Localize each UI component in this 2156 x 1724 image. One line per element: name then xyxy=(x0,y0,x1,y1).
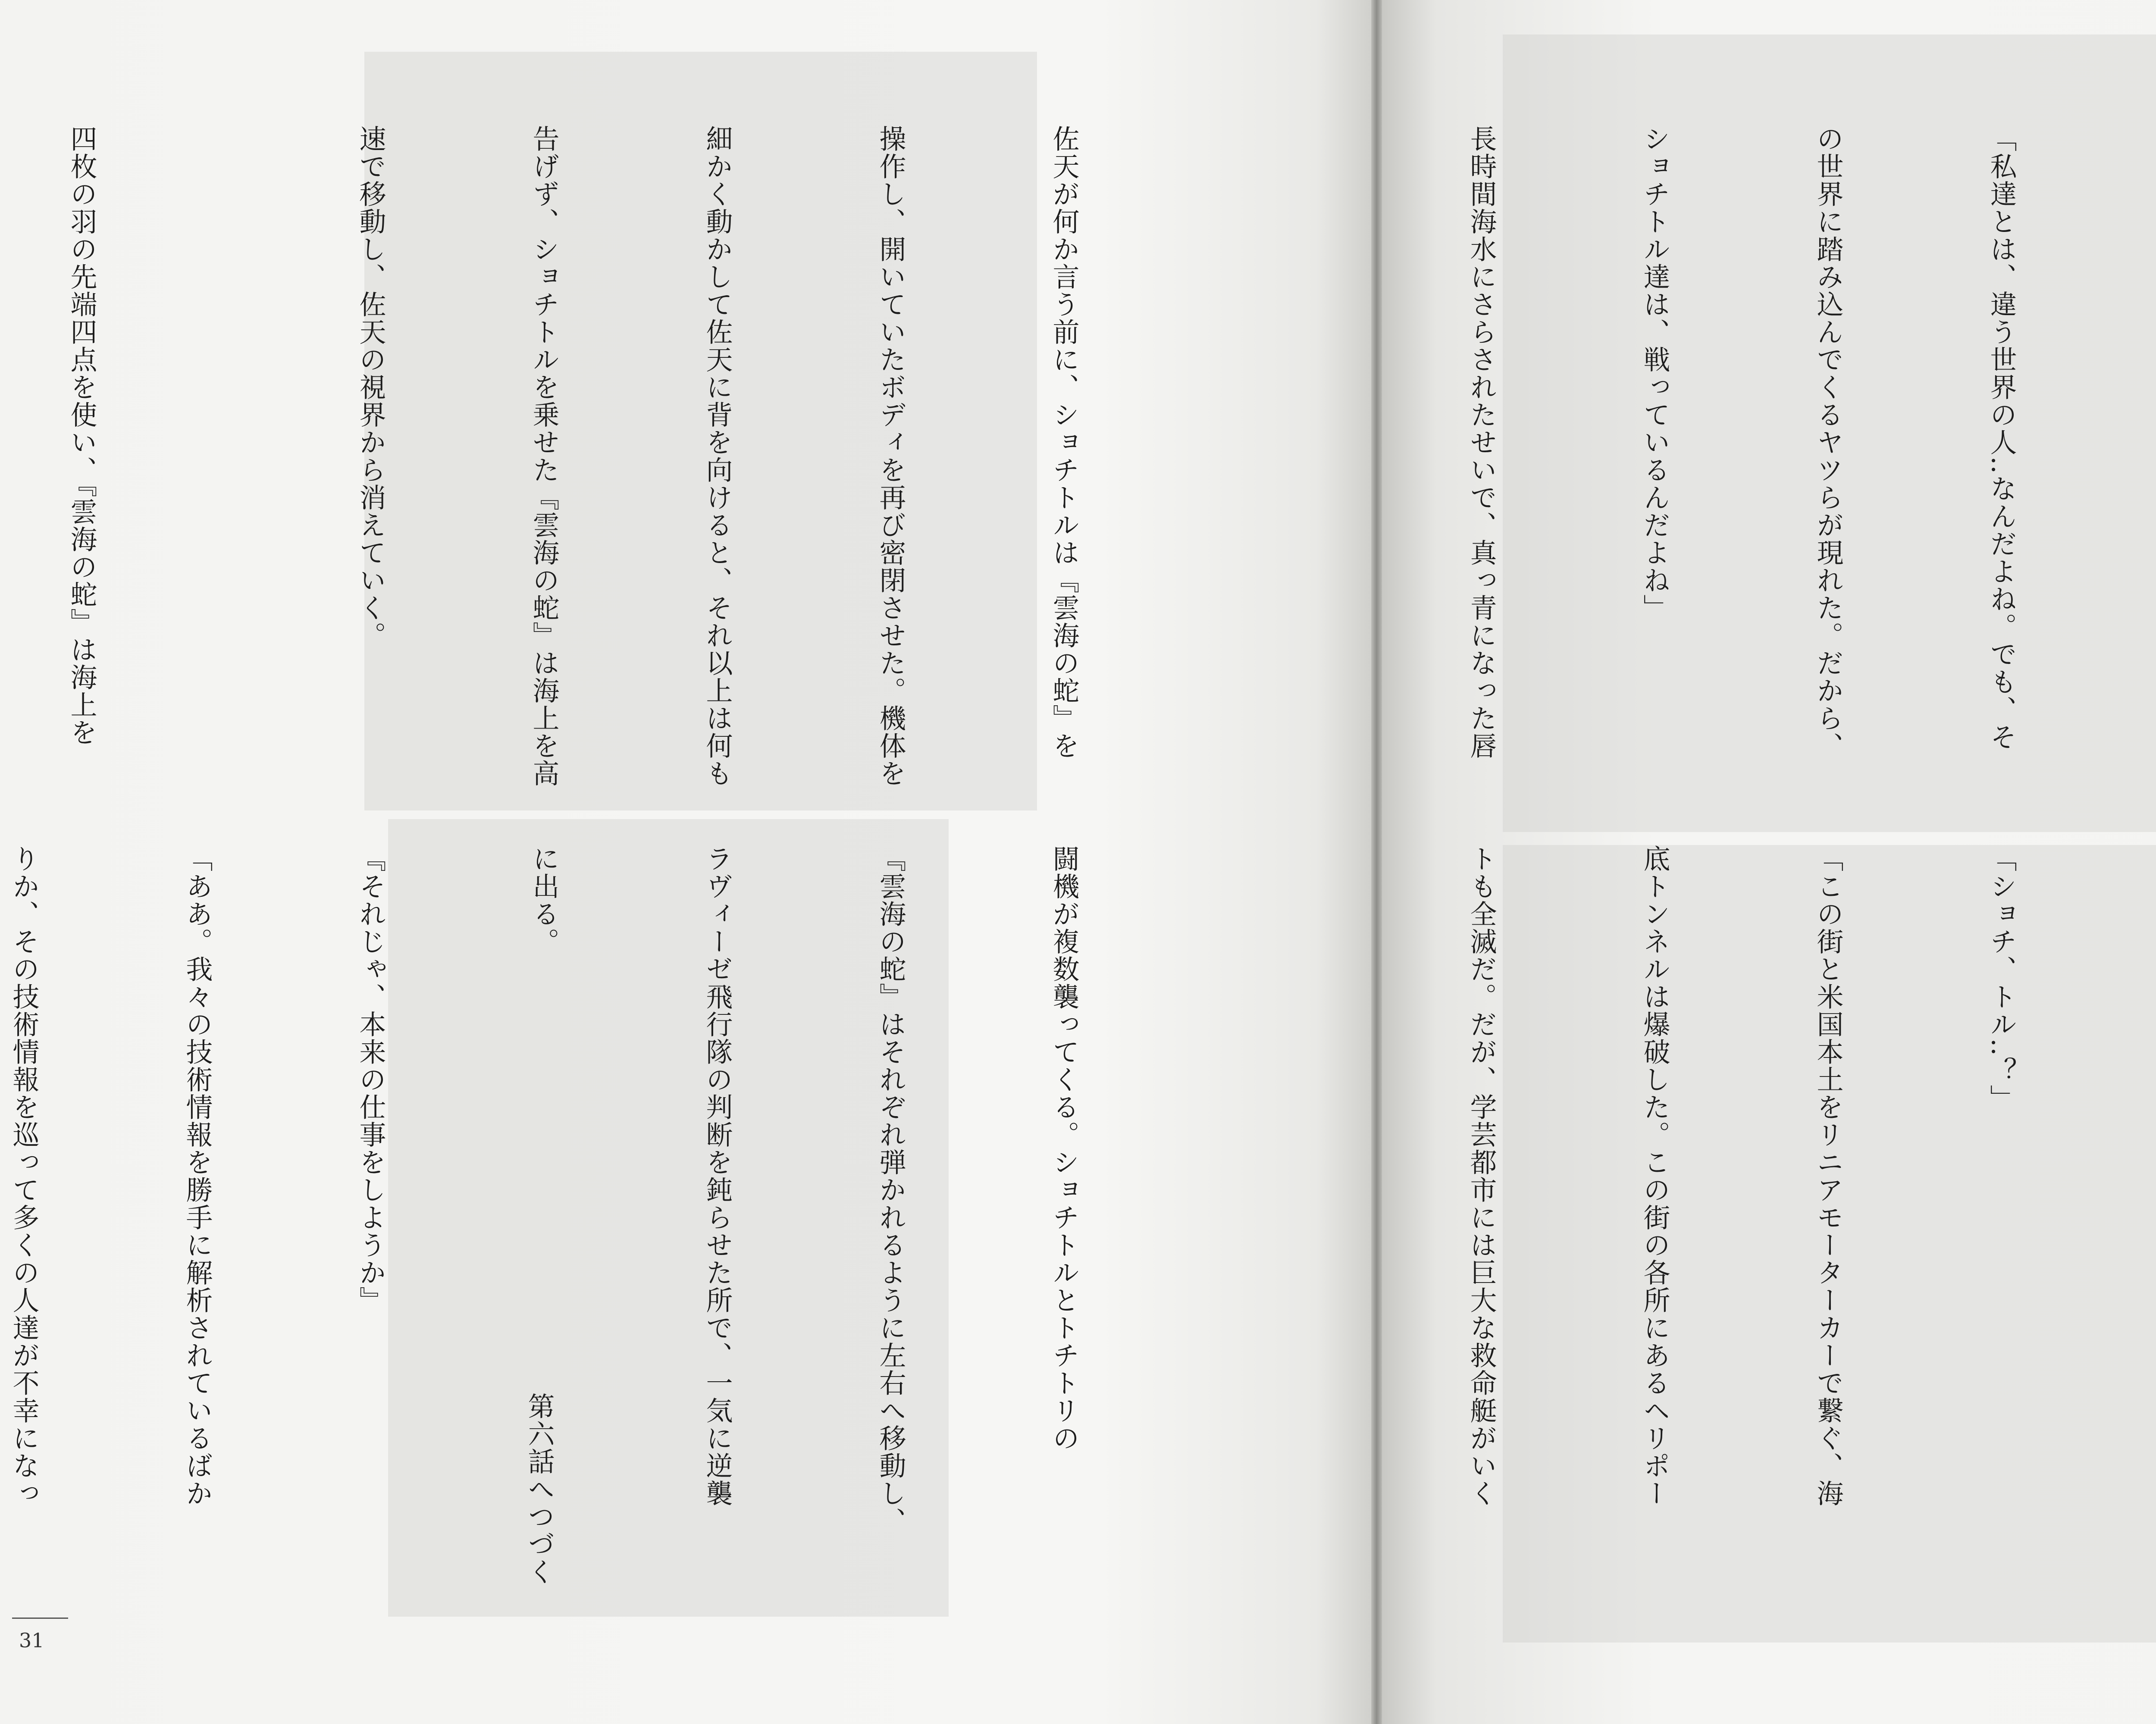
book-gutter xyxy=(1371,0,1382,1724)
chapter-end-label: 第六話へつづく xyxy=(523,1392,555,1586)
text-line: トも全滅だ。だが、学芸都市には巨大な救命艇がいく xyxy=(1466,845,1497,1507)
text-line: に出る。 xyxy=(528,845,560,955)
right-page xyxy=(1382,0,2156,1724)
text-line: 細かく動かして佐天に背を向けると、それ以上は何も xyxy=(702,125,733,787)
text-line: 長時間海水にさらされたせいで、真っ青になった唇 xyxy=(1466,125,1497,760)
text-line xyxy=(2146,125,2156,815)
text-line: 四枚の羽の先端四点を使い、『雲海の蛇』は海上を xyxy=(66,125,97,746)
text-line: 『雲海の蛇』はそれぞれ弾かれるように左右へ移動し、 xyxy=(875,845,906,1535)
text-line: 告げず、ショチトルを乗せた『雲海の蛇』は海上を高 xyxy=(528,125,560,787)
text-line: ラヴィーゼ飛行隊の判断を鈍らせた所で、一気に逆襲 xyxy=(702,845,733,1507)
text-line: りか、その技術情報を巡って多くの人達が不幸になっ xyxy=(8,845,40,1507)
text-line: の世界に踏み込んでくるヤツらが現れた。だから、 xyxy=(1812,125,1844,760)
left-upper-text-block xyxy=(0,125,1208,793)
page-number: 31 xyxy=(19,1629,44,1652)
text-line: 底トンネルは爆破した。この街の各所にあるヘリポー xyxy=(1639,845,1670,1507)
text-line: 「ああ。我々の技術情報を勝手に解析されているばか xyxy=(182,845,213,1507)
right-upper-text-block xyxy=(1382,125,2156,815)
text-line: ショチトル達は、戦っているんだよね」 xyxy=(1639,125,1670,622)
text-line: 『それじゃ、本来の仕事をしようか』 xyxy=(355,845,386,1314)
text-line: 「ショチ、トル‥？」 xyxy=(1986,845,2017,1112)
text-line: 操作し、開いていたボディを再び密閉させた。機体を xyxy=(875,125,906,787)
text-line xyxy=(2146,845,2156,1556)
text-line: 「私達とは、違う世界の人‥なんだよね。でも、そ xyxy=(1986,125,2017,751)
right-lower-text-block xyxy=(1382,845,2156,1556)
text-line: 速で移動し、佐天の視界から消えていく。 xyxy=(355,125,386,649)
text-line: 佐天が何か言う前に、ショチトルは『雲海の蛇』を xyxy=(1048,125,1080,760)
text-line: 「この街と米国本土をリニアモーターカーで繋ぐ、海 xyxy=(1812,845,1844,1507)
text-line: 闘機が複数襲ってくる。ショチトルとトチトリの xyxy=(1048,845,1080,1452)
page-number-rule xyxy=(12,1618,68,1619)
